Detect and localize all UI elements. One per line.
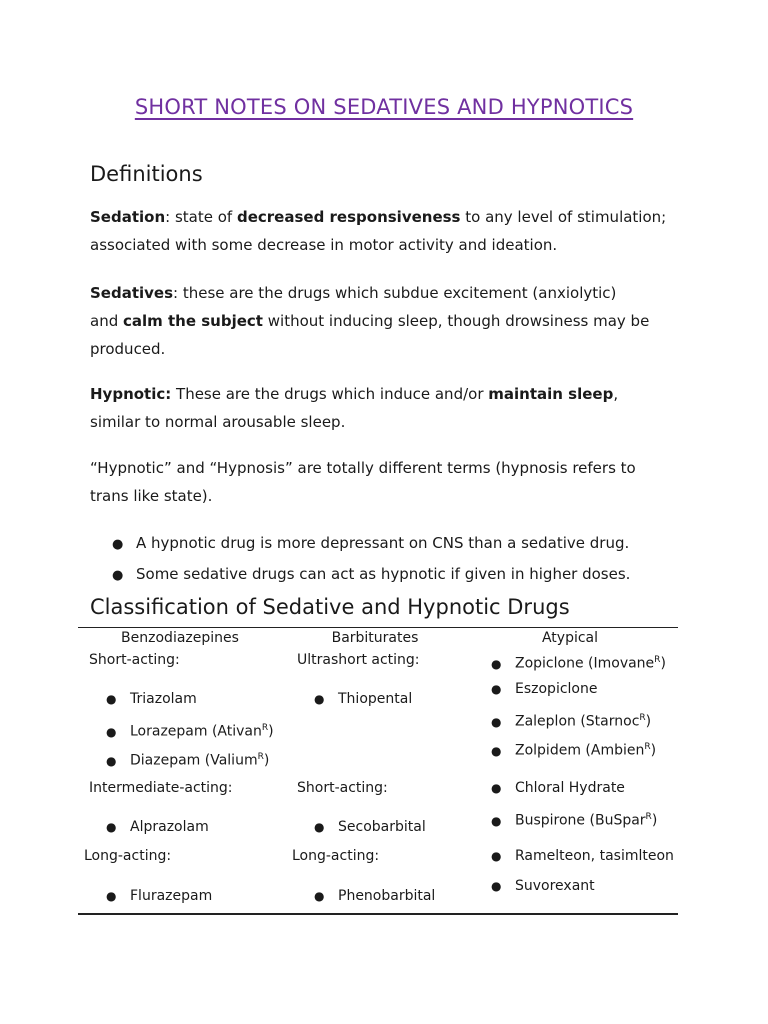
bullet-text: Some sedative drugs can act as hypnotic if given in higher doses. (136, 565, 631, 583)
list-item (314, 817, 426, 837)
bullet-icon: ● (491, 656, 502, 671)
col-header-benzodiazepines: Benzodiazepines (121, 630, 239, 646)
classification-heading: Classification of Sedative and Hypnotic Drugs (90, 595, 570, 619)
drug-name: Thiopental (338, 691, 413, 707)
bullet-icon: ● (314, 820, 325, 834)
list-item (491, 807, 657, 831)
drug-name: Triazolam (130, 691, 197, 707)
drug-name: Ramelteon, tasimlteon (515, 848, 674, 864)
drug-name-close: ) (650, 742, 657, 759)
drug-name: Secobarbital (338, 819, 426, 835)
list-item (491, 650, 666, 674)
hypnosis-note-line-1: “Hypnotic” and “Hypnosis” are totally different terms (hypnosis refers to (90, 459, 636, 477)
registered-mark: R (261, 723, 269, 733)
barb-ultrashort-label: Ultrashort acting: (297, 652, 420, 668)
list-item (491, 708, 651, 732)
benzo-intermediate-label: Intermediate-acting: (89, 780, 233, 796)
benzo-long-label: Long-acting: (84, 848, 172, 864)
col-header-barbiturates: Barbiturates (331, 630, 419, 646)
drug-name: Alprazolam (130, 819, 209, 835)
list-item (491, 846, 674, 866)
bullet-item (112, 532, 629, 556)
sedatives-text-1: : these are the drugs which subdue excitement (anxiolytic) (173, 284, 617, 302)
registered-mark: R (654, 655, 661, 665)
bullet-icon: ● (491, 743, 502, 758)
list-item (106, 886, 212, 906)
barb-long-label: Long-acting: (292, 848, 380, 864)
list-item (106, 817, 209, 837)
bullet-item (112, 563, 630, 587)
drug-name: Lorazepam (Ativan (130, 723, 262, 740)
drug-name: Zopiclone (Imovane (515, 655, 655, 672)
hypnotic-term: Hypnotic: (90, 385, 172, 403)
list-item (106, 747, 269, 771)
sedation-text-1: : state of (165, 208, 237, 226)
bullet-icon: ● (106, 889, 117, 903)
list-item (106, 689, 197, 709)
col-header-atypical: Atypical (541, 630, 599, 646)
sedation-line-2: associated with some decrease in motor activity and ideation. (90, 236, 558, 254)
drug-name: Diazepam (Valium (130, 752, 258, 769)
sedatives-text-2: and (90, 312, 123, 330)
bullet-icon: ● (314, 889, 325, 903)
sedation-definition (90, 203, 690, 259)
hypnotic-line-2: similar to normal arousable sleep. (90, 413, 346, 431)
registered-mark: R (639, 713, 646, 723)
bullet-icon: ● (112, 568, 124, 583)
bullet-icon: ● (106, 820, 117, 834)
list-item (314, 886, 435, 906)
bullet-icon: ● (106, 724, 117, 739)
bullet-icon: ● (112, 537, 124, 552)
drug-name: Buspirone (BuSpar (515, 812, 646, 829)
sedatives-definition (90, 279, 690, 363)
bullet-icon: ● (491, 813, 502, 828)
drug-name: Zaleplon (Starnoc (515, 713, 640, 730)
sedation-bold-1: decreased responsiveness (236, 208, 461, 226)
list-item (491, 778, 625, 798)
drug-name-close: ) (645, 713, 652, 730)
drug-name: Zolpidem (Ambien (515, 742, 645, 759)
drug-name: Chloral Hydrate (515, 780, 625, 796)
drug-name: Phenobarbital (338, 888, 436, 904)
registered-mark: R (645, 812, 652, 822)
list-item (314, 689, 412, 709)
bullet-icon: ● (314, 692, 325, 706)
sedatives-line-3: produced. (90, 340, 166, 358)
bullet-icon: ● (106, 753, 117, 768)
drug-name-close: ) (651, 812, 658, 829)
sedatives-bold-1: calm the subject (123, 312, 263, 330)
registered-mark: R (644, 742, 651, 752)
bullet-icon: ● (491, 682, 502, 696)
bullet-icon: ● (491, 879, 502, 893)
hypnotic-bold-1: maintain sleep (488, 385, 614, 403)
sedatives-term: Sedatives (90, 284, 174, 302)
sedatives-text-3: without inducing sleep, though drowsiness may be (262, 312, 650, 330)
drug-name: Eszopiclone (515, 681, 598, 697)
hypnotic-text-2: , (613, 385, 619, 403)
page-title: SHORT NOTES ON SEDATIVES AND HYPNOTICS (134, 95, 634, 119)
bullet-icon: ● (491, 781, 502, 795)
barb-short-label: Short-acting: (297, 780, 388, 796)
list-item (491, 876, 595, 896)
sedation-text-2: to any level of stimulation; (460, 208, 667, 226)
drug-name-close: ) (660, 655, 666, 672)
hypnotic-definition (90, 380, 690, 436)
bullet-icon: ● (491, 714, 502, 729)
list-item (491, 737, 656, 761)
benzo-short-label: Short-acting: (89, 652, 180, 668)
bullet-text: A hypnotic drug is more depressant on CNS than a sedative drug. (136, 534, 630, 552)
hypnosis-note-line-2: trans like state). (90, 487, 213, 505)
registered-mark: R (257, 752, 264, 762)
bullet-icon: ● (106, 692, 117, 706)
bullet-icon: ● (491, 849, 502, 863)
drug-name-close: ) (268, 723, 274, 740)
definitions-heading: Definitions (90, 162, 203, 186)
list-item (491, 679, 597, 699)
drug-name: Suvorexant (515, 878, 595, 894)
sedation-term: Sedation (90, 208, 166, 226)
hypnotic-text-1: These are the drugs which induce and/or (171, 385, 489, 403)
list-item (106, 718, 274, 742)
table-bottom-rule (78, 913, 678, 915)
drug-name: Flurazepam (130, 888, 213, 904)
drug-name-close: ) (263, 752, 270, 769)
hypnosis-note (90, 454, 690, 510)
